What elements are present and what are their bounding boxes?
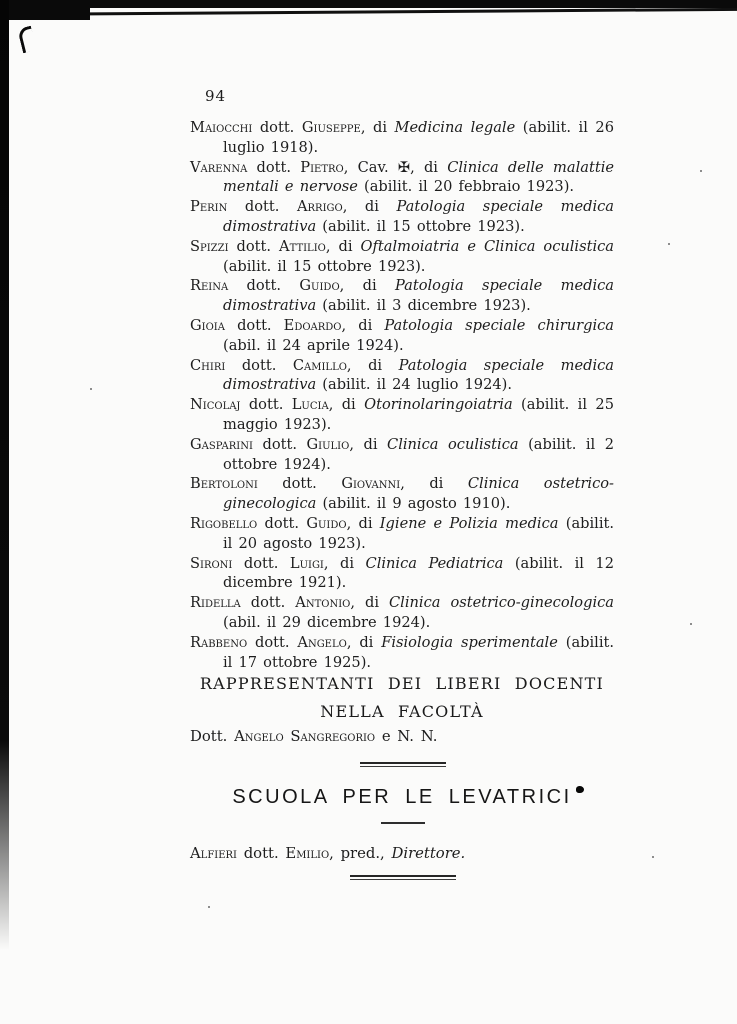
faculty-entry — [190, 197, 614, 237]
plain-text: (abil. il 24 aprile 1924). — [223, 336, 404, 354]
plain-text: dott. — [252, 119, 302, 136]
plain-text: , di — [328, 396, 365, 414]
plain-text: , pred., — [329, 845, 392, 862]
plain-text: (abilit. il 26 luglio 1918). — [223, 119, 614, 156]
plain-text: dott. — [247, 158, 301, 176]
person-name: Rigobello — [190, 514, 258, 532]
plain-text: dott. — [240, 594, 296, 612]
person-name: Giuseppe — [301, 119, 361, 136]
faculty-entry — [190, 276, 614, 316]
scan-edge-top-line — [0, 8, 737, 16]
faculty-entry — [190, 118, 614, 158]
plain-text: , di — [349, 435, 388, 453]
person-name: Edoardo — [283, 316, 342, 334]
person-name: Luigi — [289, 554, 324, 572]
subject-text: Medicina legale — [394, 119, 516, 136]
plain-text: , di — [346, 633, 382, 651]
faculty-entry — [190, 633, 614, 673]
subject-text: Clinica delle malattie mentali e nervose — [223, 158, 614, 196]
person-name: Lucia — [291, 396, 329, 414]
dust-speck — [700, 170, 702, 172]
plain-text: dott. — [257, 514, 307, 532]
person-name: Gioia — [190, 316, 225, 334]
subject-text: Oftalmoiatria e Clinica oculistica — [360, 237, 614, 255]
plain-text: (abilit. il 20 agosto 1923). — [223, 514, 615, 552]
plain-text: dott. — [232, 554, 290, 572]
plain-text: (abilit. il 20 febbraio 1923). — [357, 178, 575, 196]
person-name: Chiri — [190, 356, 226, 374]
person-name: Rabbeno — [190, 633, 248, 651]
subject-text: Clinica ostetrico-ginecologica — [389, 594, 614, 612]
scan-edge-top-corner — [0, 0, 90, 20]
person-name: Arrigo — [296, 198, 343, 216]
subject-text: Fisiologia sperimentale — [381, 633, 558, 651]
person-name: Camillo — [292, 356, 347, 374]
plain-text: (abilit. il 9 agosto 1910). — [316, 495, 511, 513]
faculty-entry — [190, 514, 614, 554]
subject-text: Direttore. — [391, 845, 466, 862]
person-name: Angelo Sangregorio — [234, 728, 376, 745]
school-director-entry — [190, 845, 614, 862]
subject-text: Clinica oculistica — [387, 435, 519, 453]
faculty-entry-list — [190, 118, 614, 672]
person-name: Nicolaj — [190, 396, 241, 414]
scan-edge-left — [0, 0, 9, 950]
plain-text: dott. — [228, 277, 300, 295]
plain-text: dott. — [227, 198, 297, 216]
plain-text: , di — [400, 475, 468, 493]
person-name: Guido — [299, 277, 340, 295]
plain-text: (abil. il 29 dicembre 1924). — [223, 613, 431, 631]
person-name: Varenna — [190, 158, 248, 176]
plain-text: (abilit. il 15 ottobre 1923). — [223, 257, 426, 275]
subject-text: Clinica ostetrico-ginecologica — [223, 475, 614, 513]
plain-text: dott. — [247, 633, 298, 651]
person-name: Reina — [190, 277, 229, 295]
page-number: 94 — [205, 87, 227, 105]
plain-text: (abilit. il 15 ottobre 1923). — [316, 217, 525, 235]
person-name: Pietro — [300, 158, 344, 176]
plain-text: (abilit. il 3 dicembre 1923). — [316, 297, 531, 315]
faculty-entry — [190, 356, 614, 396]
subject-text: Clinica Pediatrica — [365, 554, 504, 572]
plain-text: e N. N. — [375, 728, 438, 745]
person-name: Emilio — [285, 845, 330, 862]
person-name: Maiocchi — [190, 119, 253, 136]
plain-text: , Cav. ✠, di — [343, 158, 448, 176]
subject-text: Patologia speciale medica dimostrativa — [223, 198, 614, 235]
dust-speck — [668, 243, 670, 245]
plain-text: dott. — [225, 356, 293, 374]
faculty-entry — [190, 435, 614, 475]
person-name: Attilio — [279, 237, 326, 255]
plain-text: dott. — [237, 845, 286, 862]
page-curl-mark — [17, 26, 37, 54]
plain-text: dott. — [240, 396, 292, 414]
plain-text: , di — [346, 356, 399, 374]
section-divider — [350, 875, 456, 880]
subject-text: Patologia speciale chirurgica — [384, 316, 614, 334]
subject-text: Patologia speciale medica dimostrativa — [223, 356, 614, 394]
dust-speck — [208, 906, 210, 908]
person-name: Spizzi — [190, 237, 229, 255]
plain-text: , di — [325, 237, 361, 255]
plain-text: dott. — [224, 316, 284, 334]
dust-speck — [690, 623, 692, 625]
plain-text: (abilit. il 2 ottobre 1924). — [223, 435, 615, 473]
faculty-entry — [190, 237, 614, 277]
plain-text: (abilit. il 12 dicembre 1921). — [223, 554, 614, 592]
dust-speck — [90, 388, 92, 390]
plain-text: , di — [323, 554, 366, 572]
person-name: Gasparini — [190, 435, 253, 453]
plain-text: , di — [339, 277, 395, 295]
person-name: Angelo — [297, 633, 347, 651]
section-heading-representatives-line2: NELLA FACOLTÀ — [320, 702, 484, 721]
faculty-entry — [190, 395, 614, 435]
subject-text: Patologia speciale medica dimostrativa — [223, 277, 614, 315]
plain-text: , di — [346, 514, 380, 532]
plain-text: Dott. — [190, 728, 235, 745]
faculty-entry — [190, 316, 614, 356]
person-name: Bertoloni — [190, 475, 258, 493]
subject-text: Igiene e Polizia medica — [379, 514, 559, 532]
plain-text: , di — [360, 119, 395, 136]
person-name: Perin — [190, 198, 228, 216]
representatives-entry — [190, 728, 614, 745]
plain-text: (abilit. il 17 ottobre 1925). — [223, 633, 614, 671]
faculty-entry — [190, 474, 614, 514]
plain-text: (abilit. il 25 maggio 1923). — [223, 396, 614, 433]
section-divider — [360, 762, 446, 767]
person-name: Antonio — [295, 594, 351, 612]
section-heading-school: SCUOLA PER LE LEVATRICI — [232, 786, 572, 808]
person-name: Giulio — [306, 435, 350, 453]
faculty-entry — [190, 593, 614, 633]
person-name: Alfieri — [190, 845, 237, 862]
person-name: Guido — [306, 514, 347, 532]
dust-speck — [652, 856, 654, 858]
plain-text: dott. — [252, 435, 307, 453]
plain-text: dott. — [228, 237, 280, 255]
section-heading-representatives-line1: RAPPRESENTANTI DEI LIBERI DOCENTI — [199, 674, 605, 693]
plain-text: , di — [350, 594, 390, 612]
faculty-entry — [190, 158, 614, 198]
scan-edge-top — [0, 0, 737, 8]
heading-underline-divider — [381, 822, 425, 824]
person-name: Giovanni — [341, 475, 401, 493]
faculty-entry — [190, 554, 614, 594]
plain-text: dott. — [257, 475, 342, 493]
person-name: Sironi — [190, 554, 233, 572]
person-name: Ridella — [190, 594, 241, 612]
subject-text: Otorinolaringoiatria — [364, 396, 513, 414]
plain-text: , di — [341, 316, 385, 334]
plain-text: (abilit. il 24 luglio 1924). — [316, 376, 512, 394]
plain-text: , di — [342, 198, 397, 216]
